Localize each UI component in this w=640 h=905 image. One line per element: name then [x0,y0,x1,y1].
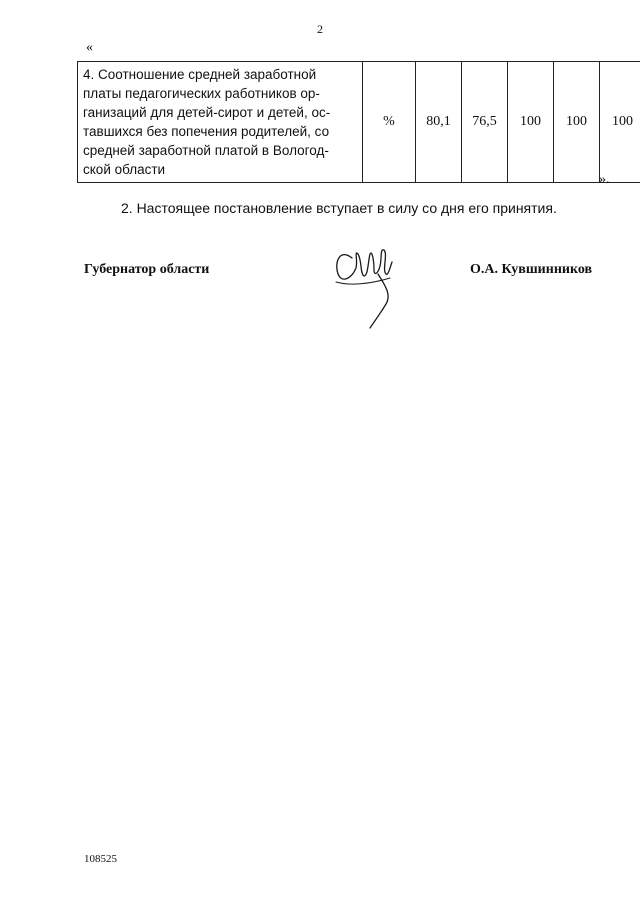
value-cell: 100 [554,62,600,183]
document-code: 108525 [84,853,117,865]
page-number: 2 [317,22,323,36]
paragraph-2: 2. Настоящее постановление вступает в силу со дня его принятия. [121,200,557,216]
table-row [78,62,640,183]
label-line: тавшихся без попечения родителей, со [83,124,330,139]
unit-cell: % [363,62,416,183]
value-cell: 76,5 [462,62,508,183]
label-line: ской области [83,162,166,177]
signatory-name: О.А. Кувшинников [470,262,593,277]
handwritten-signature [330,240,400,330]
label-line: платы педагогических работников ор- [83,86,320,101]
signatory-title: Губернатор области [84,262,210,277]
closing-quote: ». [599,172,610,187]
indicator-table [77,61,640,183]
value-cell: 100 [508,62,554,183]
label-line: 4. Соотношение средней заработной [83,67,317,82]
opening-quote: « [86,40,93,55]
value-cell: 100 [600,62,640,183]
indicator-label-cell [78,62,363,183]
label-line: средней заработной платой в Вологод- [83,143,329,158]
label-line: ганизаций для детей-сирот и детей, ос- [83,105,331,120]
value-cell: 80,1 [416,62,462,183]
